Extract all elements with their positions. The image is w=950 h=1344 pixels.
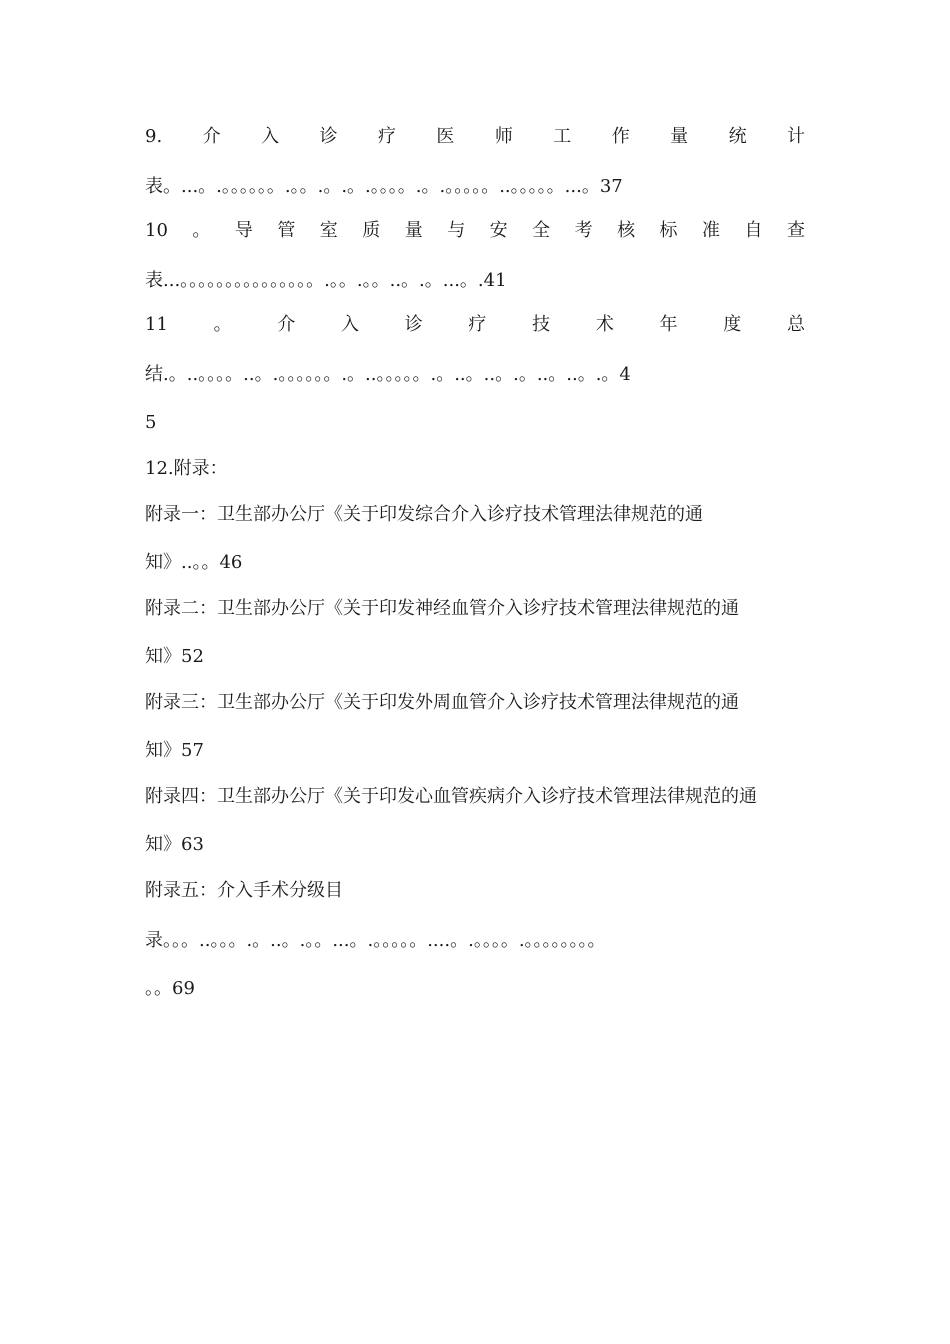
toc-char: 医	[436, 126, 455, 147]
toc-char: 量	[404, 220, 423, 241]
toc-char: 全	[532, 220, 551, 241]
toc-item-10-title	[145, 216, 805, 246]
toc-item-11-title	[145, 310, 805, 340]
toc-char: 质	[362, 220, 381, 241]
toc-char: 计	[787, 126, 805, 147]
toc-char: 师	[494, 126, 513, 147]
toc-char: 9.	[145, 126, 163, 147]
toc-char: 介	[202, 126, 221, 147]
appendix-4-title: 附录四：卫生部办公厅《关于印发心血管疾病介入诊疗技术管理法律规范的通	[145, 786, 757, 807]
toc-char: 统	[728, 126, 747, 147]
toc-char: 。	[213, 314, 232, 335]
toc-char: 度	[723, 314, 742, 335]
appendix-5-title: 附录五：介入手术分级目	[145, 880, 343, 901]
toc-item-9-continuation: 表。...。.。。。。。。.。。.。.。.。。。。.。.。。。。。..。。。。。...。37	[145, 176, 623, 197]
appendix-5-continuation: 录。。。..。。。.。..。.。。...。.。。。。。....。.。。。。.。。。。。。。。	[145, 930, 606, 951]
toc-char: 疗	[377, 126, 396, 147]
appendix-1-title: 附录一：卫生部办公厅《关于印发综合介入诊疗技术管理法律规范的通	[145, 504, 703, 525]
toc-item-11-continuation: 结.。..。。。。..。.。。。。。。.。..。。。。。.。..。..。.。..。..。.。4	[145, 364, 631, 385]
toc-char: 术	[595, 314, 614, 335]
toc-char: 诊	[319, 126, 338, 147]
toc-char: 量	[670, 126, 689, 147]
appendix-4-page: 知》63	[145, 834, 204, 855]
appendix-1-page: 知》..。。46	[145, 552, 243, 573]
toc-char: 。	[192, 220, 211, 241]
toc-char: 准	[702, 220, 720, 241]
appendix-2-page: 知》52	[145, 646, 204, 667]
toc-char: 自	[744, 220, 763, 241]
toc-char: 入	[341, 314, 360, 335]
toc-item-9-title	[145, 122, 805, 152]
toc-char: 疗	[468, 314, 487, 335]
toc-char: 10	[145, 220, 168, 241]
toc-item-11-page: 5	[145, 412, 157, 433]
toc-char: 室	[319, 220, 338, 241]
toc-char: 工	[553, 126, 572, 147]
toc-char: 年	[659, 314, 678, 335]
toc-char: 查	[786, 220, 805, 241]
appendix-3-title: 附录三：卫生部办公厅《关于印发外周血管介入诊疗技术管理法律规范的通	[145, 692, 739, 713]
toc-item-10-continuation: 表...。。。。。。。。。。。。。。。.。。.。。..。.。...。.41	[145, 270, 507, 291]
toc-char: 总	[786, 314, 805, 335]
toc-char: 核	[617, 220, 636, 241]
toc-char: 导	[234, 220, 253, 241]
toc-char: 作	[611, 126, 630, 147]
toc-char: 标	[659, 220, 678, 241]
toc-char: 诊	[404, 314, 423, 335]
toc-char: 入	[261, 126, 280, 147]
toc-char: 技	[532, 314, 551, 335]
appendix-2-title: 附录二：卫生部办公厅《关于印发神经血管介入诊疗技术管理法律规范的通	[145, 598, 739, 619]
toc-char: 考	[574, 220, 593, 241]
toc-char: 管	[277, 220, 296, 241]
toc-char: 与	[447, 220, 466, 241]
appendix-5-page: 。。69	[145, 978, 195, 999]
toc-char: 介	[277, 314, 296, 335]
toc-char: 11	[145, 314, 168, 335]
appendix-3-page: 知》57	[145, 740, 204, 761]
toc-char: 安	[489, 220, 508, 241]
toc-item-12: 12.附录：	[145, 458, 228, 479]
